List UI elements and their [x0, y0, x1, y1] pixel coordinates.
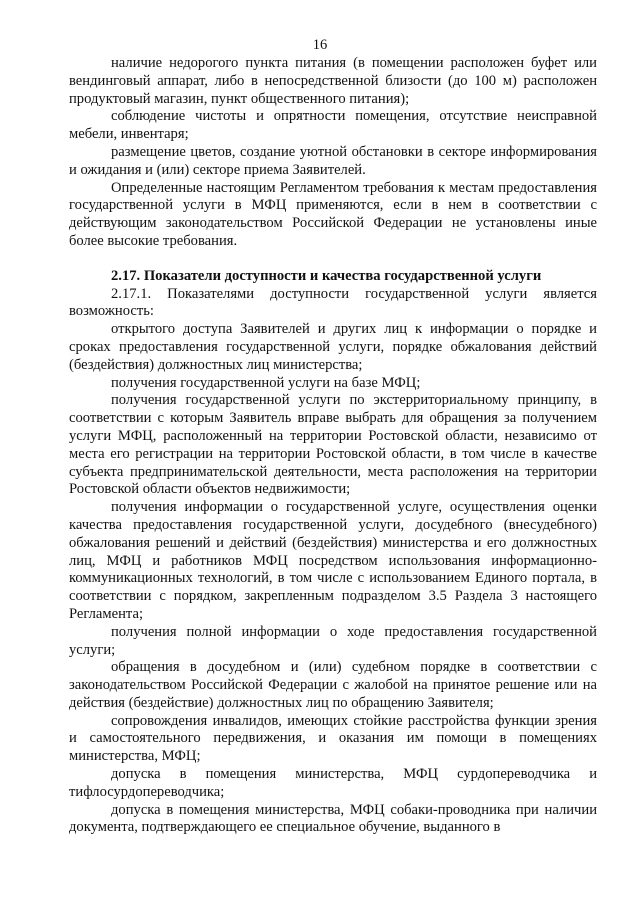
paragraph: сопровождения инвалидов, имеющих стойкие расстройства функции зрения и самостоятельного передвижения, и оказания им помощи в помещениях министерства, МФЦ;	[69, 712, 597, 765]
document-body	[69, 55, 597, 837]
paragraph: размещение цветов, создание уютной обстановки в секторе информирования и ожидания и (или) секторе приема Заявителей.	[69, 143, 597, 178]
paragraph: наличие недорогого пункта питания (в помещении расположен буфет или вендинговый аппарат, либо в непосредственной близости (до 100 м) расположен продуктовый магазин, пункт общественного питания);	[69, 55, 597, 107]
paragraph: получения полной информации о ходе предоставления государственной услуги;	[69, 623, 597, 658]
paragraph: допуска в помещения министерства, МФЦ собаки-проводника при наличии документа, подтверждающего ее специальное обучение, выданного в	[69, 801, 597, 836]
paragraph: 2.17.1. Показателями доступности государственной услуги является возможность:	[69, 285, 597, 320]
paragraph: получения государственной услуги на базе МФЦ;	[111, 374, 421, 391]
paragraph: получения государственной услуги по экстерриториальному принципу, в соответствии с которым Заявитель вправе выбрать для обращения за получением услуги МФЦ, расположенный на территории Ростовской области, независимо от места его регистрации на территории Ростовской области, в том числе в качестве субъекта предпринимательской деятельности, места расположения на территории Ростовской области объектов недвижимости;	[69, 392, 597, 498]
section-heading: 2.17. Показатели доступности и качества государственной услуги	[111, 267, 542, 284]
paragraph: открытого доступа Заявителей и других лиц к информации о порядке и сроках предоставления государственной услуги, порядке обжалования действий (бездействия) должностных лиц министерства;	[69, 321, 597, 373]
paragraph: Определенные настоящим Регламентом требования к местам предоставления государственной услуги в МФЦ применяются, если в нем в соответствии с действующим законодательством Российской Федерации не установлены иные более высокие требования.	[69, 179, 597, 249]
paragraph: получения информации о государственной услуге, осуществления оценки качества предоставления государственной услуги, досудебного (внесудебного) обжалования решений и действий (бездействия) министерства и его должностных лиц, МФЦ и работников МФЦ посредством использования информационно-коммуникационных технологий, в том числе с использованием Единого портала, в соответствии с порядком, закрепленным подразделом 3.5 Раздела 3 настоящего Регламента;	[69, 499, 597, 622]
paragraph: допуска в помещения министерства, МФЦ сурдопереводчика и тифлосурдопереводчика;	[69, 766, 597, 800]
page-number: 16	[312, 37, 328, 53]
paragraph: соблюдение чистоты и опрятности помещения, отсутствие неисправной мебели, инвентаря;	[69, 108, 597, 143]
paragraph: обращения в досудебном и (или) судебном порядке в соответствии с законодательством Российской Федерации с жалобой на принятое решение или на действия (бездействие) должностных лиц по обращению Заявителя;	[69, 659, 597, 711]
